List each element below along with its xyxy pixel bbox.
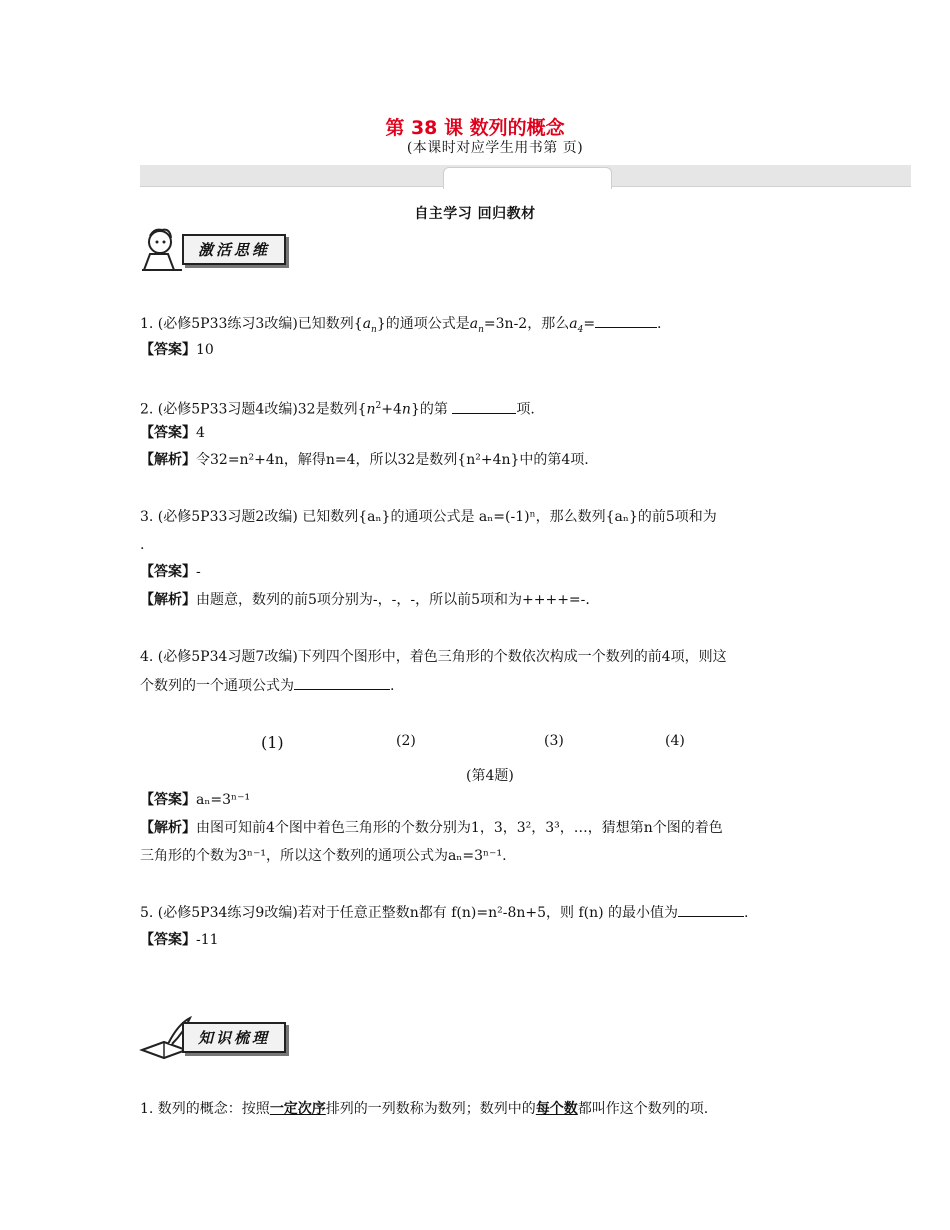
knowledge-point-1: 1. 数列的概念：按照一定次序排列的一列数称为数列；数列中的每个数都叫作这个数列的项.	[140, 1101, 709, 1117]
answer-blank	[595, 313, 657, 328]
analysis-3: 【解析】由题意，数列的前5项分别为-，-，-，所以前5项和为++++=-.	[140, 592, 590, 608]
question-3: 3. (必修5P33习题2改编) 已知数列{aₙ}的通项公式是 aₙ=(-1)ⁿ，那么数列{aₙ}的前5项和为	[140, 509, 717, 525]
key-term-each: 每个数	[535, 1101, 578, 1117]
key-term-order: 一定次序	[269, 1101, 326, 1117]
question-3-cont: .	[140, 537, 145, 553]
answer-blank	[678, 902, 744, 917]
page-subtitle: (本课时对应学生用书第 页)	[406, 140, 584, 156]
answer-5: 【答案】-11	[140, 932, 219, 948]
banner-knowledge	[138, 1014, 288, 1060]
figure-caption: (第4题)	[466, 768, 514, 784]
question-4-line1: 4. (必修5P34习题7改编)下列四个图形中，着色三角形的个数依次构成一个数列的前4项，则这	[140, 649, 727, 665]
question-1: 1. (必修5P33练习3改编)已知数列$\{a_n\}$的通项公式是$a_n=3n-2$，那么$a_4=$ .	[140, 313, 662, 340]
page-title: 第 38 课 数列的概念	[385, 117, 565, 139]
section-heading: 自主学习 回归教材	[414, 206, 536, 222]
header-bar-tab	[443, 167, 612, 189]
figure-label-1: (1)	[261, 733, 284, 752]
answer-blank	[294, 675, 390, 690]
figure-label-2: (2)	[396, 733, 416, 749]
analysis-2: 【解析】令32=n²+4n，解得n=4，所以32是数列{n²+4n}中的第4项.	[140, 452, 589, 468]
question-2: 2. (必修5P33习题4改编)32是数列$\{n^2+4n\}$的第 项.	[140, 396, 535, 420]
answer-2: 【答案】4	[140, 425, 205, 441]
answer-blank	[452, 399, 516, 414]
question-5: 5. (必修5P34练习9改编)若对于任意正整数n都有 f(n)=n²-8n+5，则 f(n) 的最小值为 .	[140, 902, 749, 923]
answer-4: 【答案】aₙ=3ⁿ⁻¹	[140, 792, 251, 808]
analysis-4-line1: 【解析】由图可知前4个图中着色三角形的个数分别为1，3，3²，3³，…，猜想第n个图的着色	[140, 820, 723, 836]
figure-label-3: (3)	[544, 733, 564, 749]
figure-label-4: (4)	[665, 733, 685, 749]
analysis-4-line2: 三角形的个数为3ⁿ⁻¹，所以这个数列的通项公式为aₙ=3ⁿ⁻¹.	[140, 848, 507, 864]
banner-knowledge-label: 知识梳理	[182, 1022, 286, 1053]
answer-1: 【答案】10	[140, 342, 214, 358]
banner-activate-label: 激活思维	[182, 234, 286, 265]
question-4-line2: 个数列的一个通项公式为 .	[140, 675, 394, 696]
banner-activate	[138, 226, 288, 272]
answer-3: 【答案】-	[140, 564, 201, 580]
